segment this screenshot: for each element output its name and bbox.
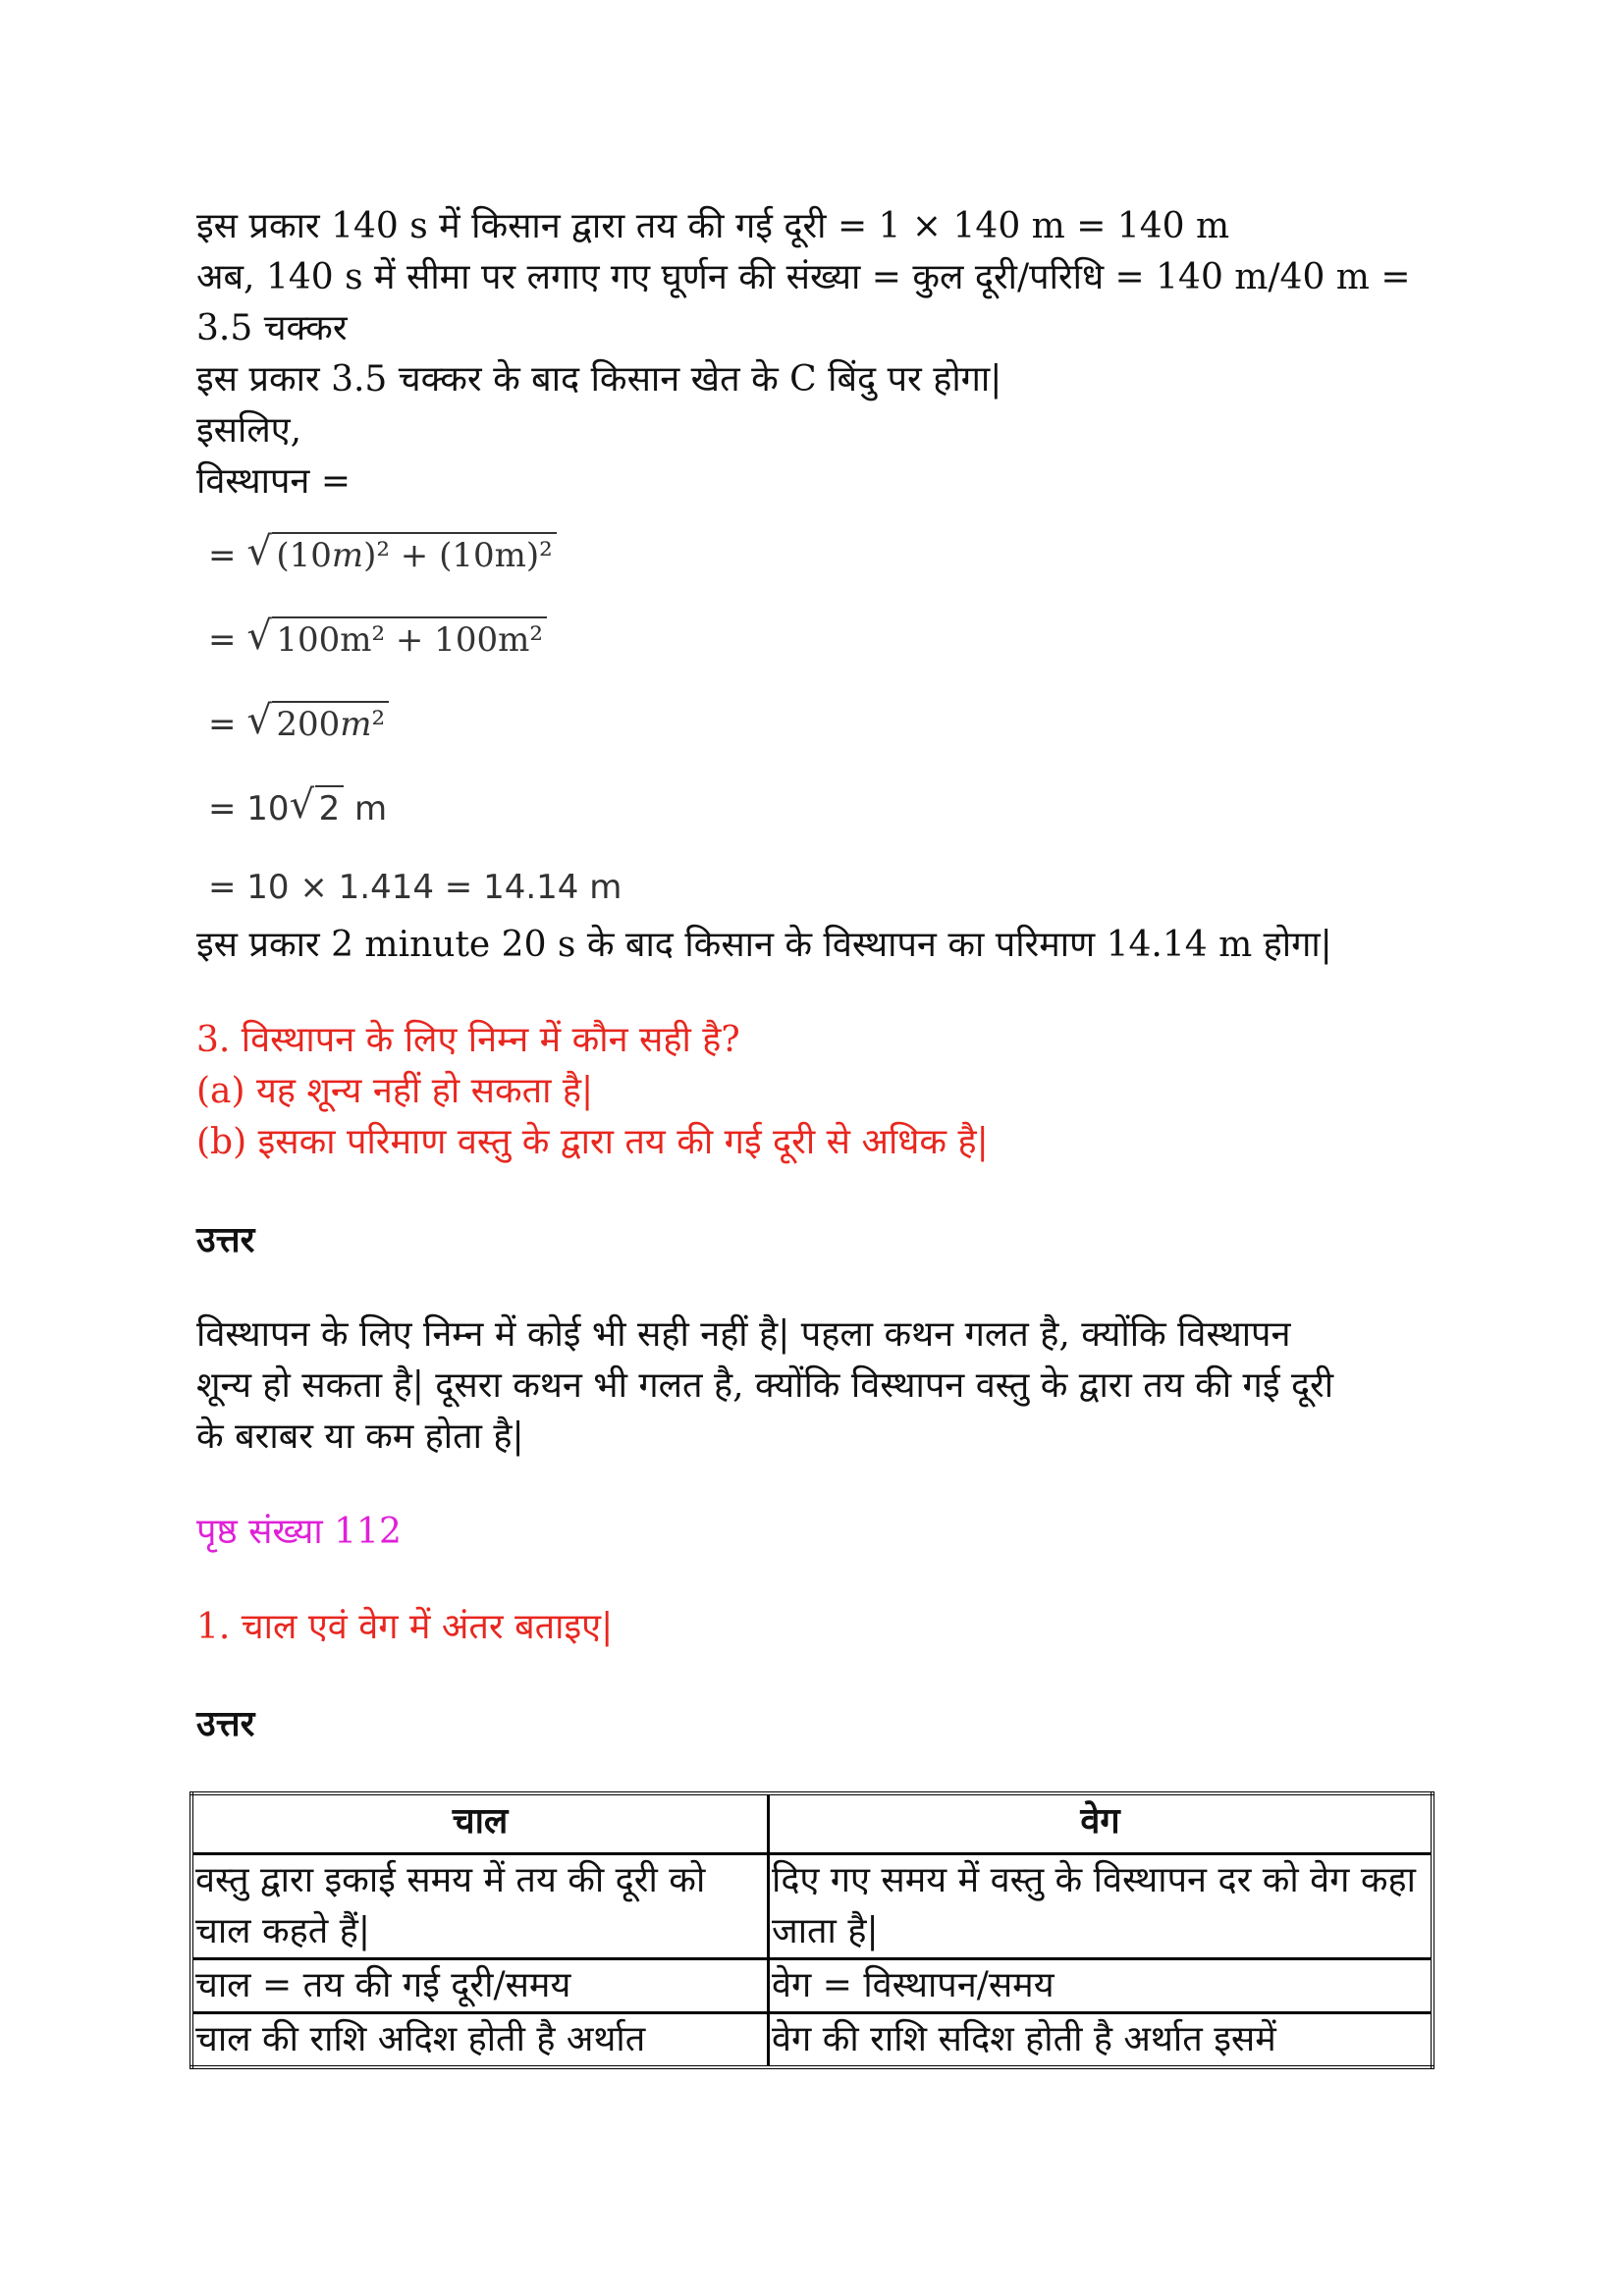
answer-3-line-2: शून्य हो सकता है| दूसरा कथन भी गलत है, क्योंकि विस्थापन वस्तु के द्वारा तय की गई दूरी [196, 1365, 1334, 1406]
question-speed-velocity: 1. चाल एवं वेग में अंतर बताइए| [196, 1607, 614, 1647]
table-cell: वेग = विस्थापन/समय [769, 1959, 1434, 2013]
question-3: 3. विस्थापन के लिए निम्न में कौन सही है? [196, 1020, 740, 1060]
conclusion-line: इस प्रकार 2 minute 20 s के बाद किसान के विस्थापन का परिमाण 14.14 m होगा| [196, 925, 1332, 965]
question-3-option-a: (a) यह शून्य नहीं हो सकता है| [196, 1071, 594, 1111]
text-line-point-c: इस प्रकार 3.5 चक्कर के बाद किसान खेत के C बिंदु पर होगा| [196, 359, 1002, 400]
radicand-2: 100m² + 100m² [272, 616, 547, 662]
table-row [191, 1854, 1433, 1959]
equals-sign: = [208, 620, 237, 660]
text-line-displacement-label: विस्थापन = [196, 461, 351, 502]
question-3-option-b: (b) इसका परिमाण वस्तु के द्वारा तय की गई दूरी से अधिक है| [196, 1122, 989, 1162]
text-line-rotations: अब, 140 s में सीमा पर लगाए गए घूर्णन की संख्या = कुल दूरी/परिधि = 140 m/40 m = [196, 257, 1411, 297]
equation-step-3 [208, 699, 389, 750]
table-row [191, 2013, 1433, 2068]
equals-sign: = [208, 536, 237, 575]
answer-heading-2: उत्तर [196, 1703, 255, 1744]
page-number-label: पृष्ठ संख्या 112 [196, 1512, 402, 1552]
radicand-1: (10𝑚)² + (10m)² [272, 532, 556, 577]
answer-3-line-3: के बराबर या कम होता है| [196, 1416, 524, 1457]
equation-step-1 [208, 530, 557, 581]
answer-heading: उत्तर [196, 1219, 255, 1260]
equals-sign: = [208, 705, 237, 744]
answer-3-line-1: विस्थापन के लिए निम्न में कोई भी सही नहीं है| पहला कथन गलत है, क्योंकि विस्थापन [196, 1314, 1291, 1355]
radicand-3: 200𝑚² [272, 701, 389, 746]
table-row [191, 1959, 1433, 2013]
table-cell: वेग की राशि सदिश होती है अर्थात इसमें [769, 2013, 1434, 2068]
table-cell: दिए गए समय में वस्तु के विस्थापन दर को वेग कहा जाता है| [769, 1854, 1434, 1959]
equation-step-4 [208, 783, 387, 834]
table-cell: चाल की राशि अदिश होती है अर्थात [191, 2013, 769, 2068]
table-header-row [191, 1793, 1433, 1854]
equation-step-5: = 10 × 1.414 = 14.14 m [208, 868, 622, 907]
text-line-therefore: इसलिए, [196, 410, 302, 451]
text-line-rotations-result: 3.5 चक्कर [196, 308, 348, 348]
equation-prefix: = 10 [208, 789, 290, 828]
equation-step-2 [208, 614, 547, 666]
table-header-speed: चाल [191, 1793, 769, 1854]
comparison-table [189, 1791, 1434, 2069]
radicand-4: 2 [315, 785, 345, 830]
table-cell: चाल = तय की गई दूरी/समय [191, 1959, 769, 2013]
table-header-velocity: वेग [769, 1793, 1434, 1854]
text-line-distance: इस प्रकार 140 s में किसान द्वारा तय की गई दूरी = 1 × 140 m = 140 m [196, 206, 1230, 246]
table-cell: वस्तु द्वारा इकाई समय में तय की दूरी को चाल कहते हैं| [191, 1854, 769, 1959]
equation-unit: m [354, 789, 388, 828]
